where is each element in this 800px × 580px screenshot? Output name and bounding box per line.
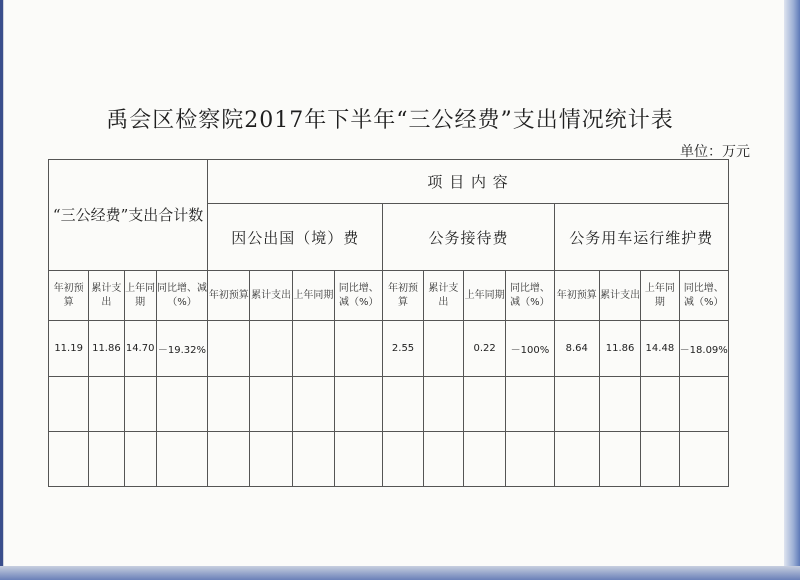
category-header-vehicle: 公务用车运行维护费	[554, 204, 728, 271]
background-edge	[784, 0, 800, 580]
table-cell	[208, 321, 250, 377]
table-cell	[423, 432, 463, 487]
document-title: 禹会区检察院2017年下半年“三公经费”支出情况统计表	[106, 108, 674, 133]
subheader-cell: 累计支出	[599, 271, 640, 321]
table-cell	[292, 377, 334, 432]
table-cell: －100%	[506, 321, 554, 377]
table-cell: 14.70	[124, 321, 156, 377]
subheader-cell: 累计支出	[250, 271, 292, 321]
table-cell: 11.86	[89, 321, 124, 377]
table-cell: －19.32%	[156, 321, 207, 377]
subheader-cell: 年初预算	[383, 271, 423, 321]
expense-table	[48, 159, 729, 487]
table-cell	[335, 377, 383, 432]
table-cell: 11.19	[49, 321, 89, 377]
table-cell: 14.48	[641, 321, 679, 377]
table-cell	[292, 321, 334, 377]
table-row	[49, 321, 729, 377]
table-cell	[250, 321, 292, 377]
table-cell: 11.86	[599, 321, 640, 377]
table-cell	[250, 377, 292, 432]
table-cell	[208, 432, 250, 487]
table-cell	[423, 321, 463, 377]
table-cell	[463, 377, 505, 432]
table-cell: 8.64	[554, 321, 599, 377]
subheader-row	[49, 271, 729, 321]
table-cell	[335, 321, 383, 377]
subheader-cell: 上年同期	[124, 271, 156, 321]
subheader-cell: 累计支出	[89, 271, 124, 321]
table-cell	[506, 377, 554, 432]
table-cell	[679, 432, 729, 487]
table-cell	[599, 377, 640, 432]
subheader-cell: 同比增、减（%）	[335, 271, 383, 321]
total-header: “三公经费”支出合计数	[49, 160, 208, 271]
table-cell	[49, 432, 89, 487]
table-cell	[599, 432, 640, 487]
table-cell	[124, 432, 156, 487]
table-cell	[156, 432, 207, 487]
subheader-cell: 年初预算	[49, 271, 89, 321]
table-cell	[124, 377, 156, 432]
subheader-cell: 年初预算	[208, 271, 250, 321]
table-cell	[156, 377, 207, 432]
table-cell	[506, 432, 554, 487]
table-cell	[89, 432, 124, 487]
table-cell	[383, 432, 423, 487]
subheader-cell: 年初预算	[554, 271, 599, 321]
table-cell	[641, 432, 679, 487]
subheader-cell: 上年同期	[641, 271, 679, 321]
subheader-cell: 同比增、减（%）	[679, 271, 729, 321]
subheader-cell: 同比增、减（%）	[506, 271, 554, 321]
table-cell	[208, 377, 250, 432]
table-cell	[554, 377, 599, 432]
table-cell	[383, 377, 423, 432]
table-cell	[423, 377, 463, 432]
background-bottom	[0, 566, 800, 580]
table-cell	[292, 432, 334, 487]
table-cell: 2.55	[383, 321, 423, 377]
table-cell	[463, 432, 505, 487]
table-cell: 0.22	[463, 321, 505, 377]
subheader-cell: 上年同期	[463, 271, 505, 321]
table-row	[49, 377, 729, 432]
table-cell	[49, 377, 89, 432]
unit-label: 单位：万元	[680, 144, 750, 160]
category-header-reception: 公务接待费	[383, 204, 554, 271]
subheader-cell: 同比增、减（%）	[156, 271, 207, 321]
project-header: 项 目 内 容	[208, 160, 729, 204]
table-cell	[335, 432, 383, 487]
table-cell	[554, 432, 599, 487]
table-cell	[641, 377, 679, 432]
table-cell	[89, 377, 124, 432]
subheader-cell: 累计支出	[423, 271, 463, 321]
table-row	[49, 432, 729, 487]
subheader-cell: 上年同期	[292, 271, 334, 321]
category-header-overseas: 因公出国（境）费	[208, 204, 383, 271]
table-cell: －18.09%	[679, 321, 729, 377]
table-cell	[250, 432, 292, 487]
table-cell	[679, 377, 729, 432]
